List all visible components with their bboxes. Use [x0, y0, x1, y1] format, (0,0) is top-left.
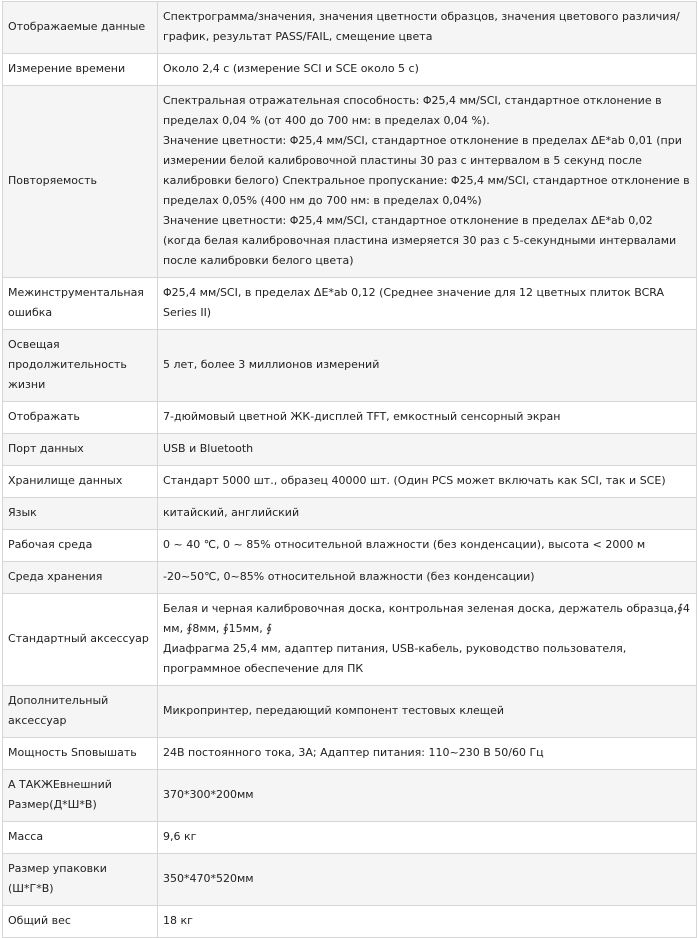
- spec-value-line: 18 кг: [163, 914, 193, 927]
- spec-value-line: 350*470*520мм: [163, 872, 254, 885]
- spec-row: [3, 562, 697, 594]
- spec-row: [3, 2, 697, 54]
- spec-value-line: Стандарт 5000 шт., образец 40000 шт. (Один PCS может включать как SCI, так и SCE): [163, 474, 666, 487]
- spec-label: Язык: [3, 498, 158, 530]
- spec-row: [3, 854, 697, 906]
- spec-label: Отображаемые данные: [3, 2, 158, 54]
- spec-label: A ТАКЖЕвнешний Размер(Д*Ш*В): [3, 770, 158, 822]
- spec-value: [158, 738, 697, 770]
- spec-value: [158, 330, 697, 402]
- spec-value: [158, 434, 697, 466]
- spec-value: [158, 594, 697, 686]
- spec-value: [158, 530, 697, 562]
- spec-row: [3, 530, 697, 562]
- spec-value-line: Спектральная отражательная способность: Φ25,4 мм/SCI, стандартное отклонение в пределах 0,04 % (от 400 до 700 нм: в пределах 0,04 %).: [163, 94, 662, 127]
- spec-label: Повторяемость: [3, 86, 158, 278]
- spec-value-line: Спектрограмма/значения, значения цветности образцов, значения цветового различия/график, результат PASS/FAIL, смещение цвета: [163, 10, 680, 43]
- spec-value: [158, 86, 697, 278]
- spec-value: [158, 770, 697, 822]
- spec-row: [3, 498, 697, 530]
- spec-value: [158, 854, 697, 906]
- spec-label: Стандартный аксессуар: [3, 594, 158, 686]
- spec-value-line: 5 лет, более 3 миллионов измерений: [163, 358, 380, 371]
- spec-row: [3, 738, 697, 770]
- spec-value-line: USB и Bluetooth: [163, 442, 254, 455]
- spec-row: [3, 686, 697, 738]
- spec-value-line: Белая и черная калибровочная доска, контрольная зеленая доска, держатель образца,∮4 мм, ∮8мм, ∮15мм, ∮: [163, 602, 690, 635]
- spec-value: [158, 466, 697, 498]
- spec-value-line: 7-дюймовый цветной ЖК-дисплей TFT, емкостный сенсорный экран: [163, 410, 561, 423]
- spec-label: Рабочая среда: [3, 530, 158, 562]
- spec-value-line: китайский, английский: [163, 506, 300, 519]
- spec-value: [158, 562, 697, 594]
- spec-row: [3, 822, 697, 854]
- spec-value: [158, 906, 697, 938]
- spec-row: [3, 402, 697, 434]
- spec-row: [3, 330, 697, 402]
- spec-value-line: Значение цветности: Φ25,4 мм/SCI, стандартное отклонение в пределах ΔE*ab 0,02 (когда белая калибровочная пластина измеряется 30 раз с 5-секундными интервалами после калибровки белого цвета): [163, 214, 677, 267]
- spec-row: [3, 906, 697, 938]
- spec-value-line: 0 ~ 40 ℃, 0 ~ 85% относительной влажности (без конденсации), высота < 2000 м: [163, 538, 646, 551]
- spec-value-line: 9,6 кг: [163, 830, 197, 843]
- spec-value-line: Φ25,4 мм/SCI, в пределах ΔE*ab 0,12 (Среднее значение для 12 цветных плиток BCRA Series II): [163, 286, 664, 319]
- spec-value: [158, 278, 697, 330]
- spec-value: [158, 54, 697, 86]
- spec-row: [3, 466, 697, 498]
- spec-table: [2, 1, 697, 938]
- spec-value: [158, 498, 697, 530]
- spec-label: Дополнительный аксессуар: [3, 686, 158, 738]
- spec-value-line: Микропринтер, передающий компонент тестовых клещей: [163, 704, 505, 717]
- spec-value-line: Около 2,4 с (измерение SCI и SCE около 5 с): [163, 62, 419, 75]
- spec-row: [3, 54, 697, 86]
- spec-label: Мощность Sповышать: [3, 738, 158, 770]
- spec-value: [158, 2, 697, 54]
- spec-value: [158, 686, 697, 738]
- spec-value-line: Диафрагма 25,4 мм, адаптер питания, USB-кабель, руководство пользователя, программное обеспечение для ПК: [163, 642, 627, 675]
- spec-label: Среда хранения: [3, 562, 158, 594]
- spec-row: [3, 278, 697, 330]
- spec-label: Масса: [3, 822, 158, 854]
- spec-label: Хранилище данных: [3, 466, 158, 498]
- spec-value-line: Значение цветности: Φ25,4 мм/SCI, стандартное отклонение в пределах ΔE*ab 0,01 (при измерении белой калибровочной пластины 30 раз с интервалом в 5 секунд после калибровки белого) Спектральное пропускание: Φ25,4 мм/SCI, стандартное отклонение в пределах 0,05% (400 нм до 700 нм: в пределах 0,04%): [163, 134, 690, 207]
- spec-label: Размер упаковки (Ш*Г*В): [3, 854, 158, 906]
- spec-row: [3, 594, 697, 686]
- spec-label: Межинструментальная ошибка: [3, 278, 158, 330]
- spec-label: Измерение времени: [3, 54, 158, 86]
- spec-row: [3, 86, 697, 278]
- spec-label: Освещая продолжительность жизни: [3, 330, 158, 402]
- spec-table-body: [3, 2, 697, 938]
- spec-row: [3, 434, 697, 466]
- spec-value-line: -20~50℃, 0~85% относительной влажности (без конденсации): [163, 570, 535, 583]
- spec-label: Общий вес: [3, 906, 158, 938]
- spec-value: [158, 822, 697, 854]
- spec-value-line: 24В постоянного тока, 3А; Адаптер питания: 110~230 В 50/60 Гц: [163, 746, 544, 759]
- spec-label: Отображать: [3, 402, 158, 434]
- spec-label: Порт данных: [3, 434, 158, 466]
- spec-value: [158, 402, 697, 434]
- spec-row: [3, 770, 697, 822]
- spec-value-line: 370*300*200мм: [163, 788, 254, 801]
